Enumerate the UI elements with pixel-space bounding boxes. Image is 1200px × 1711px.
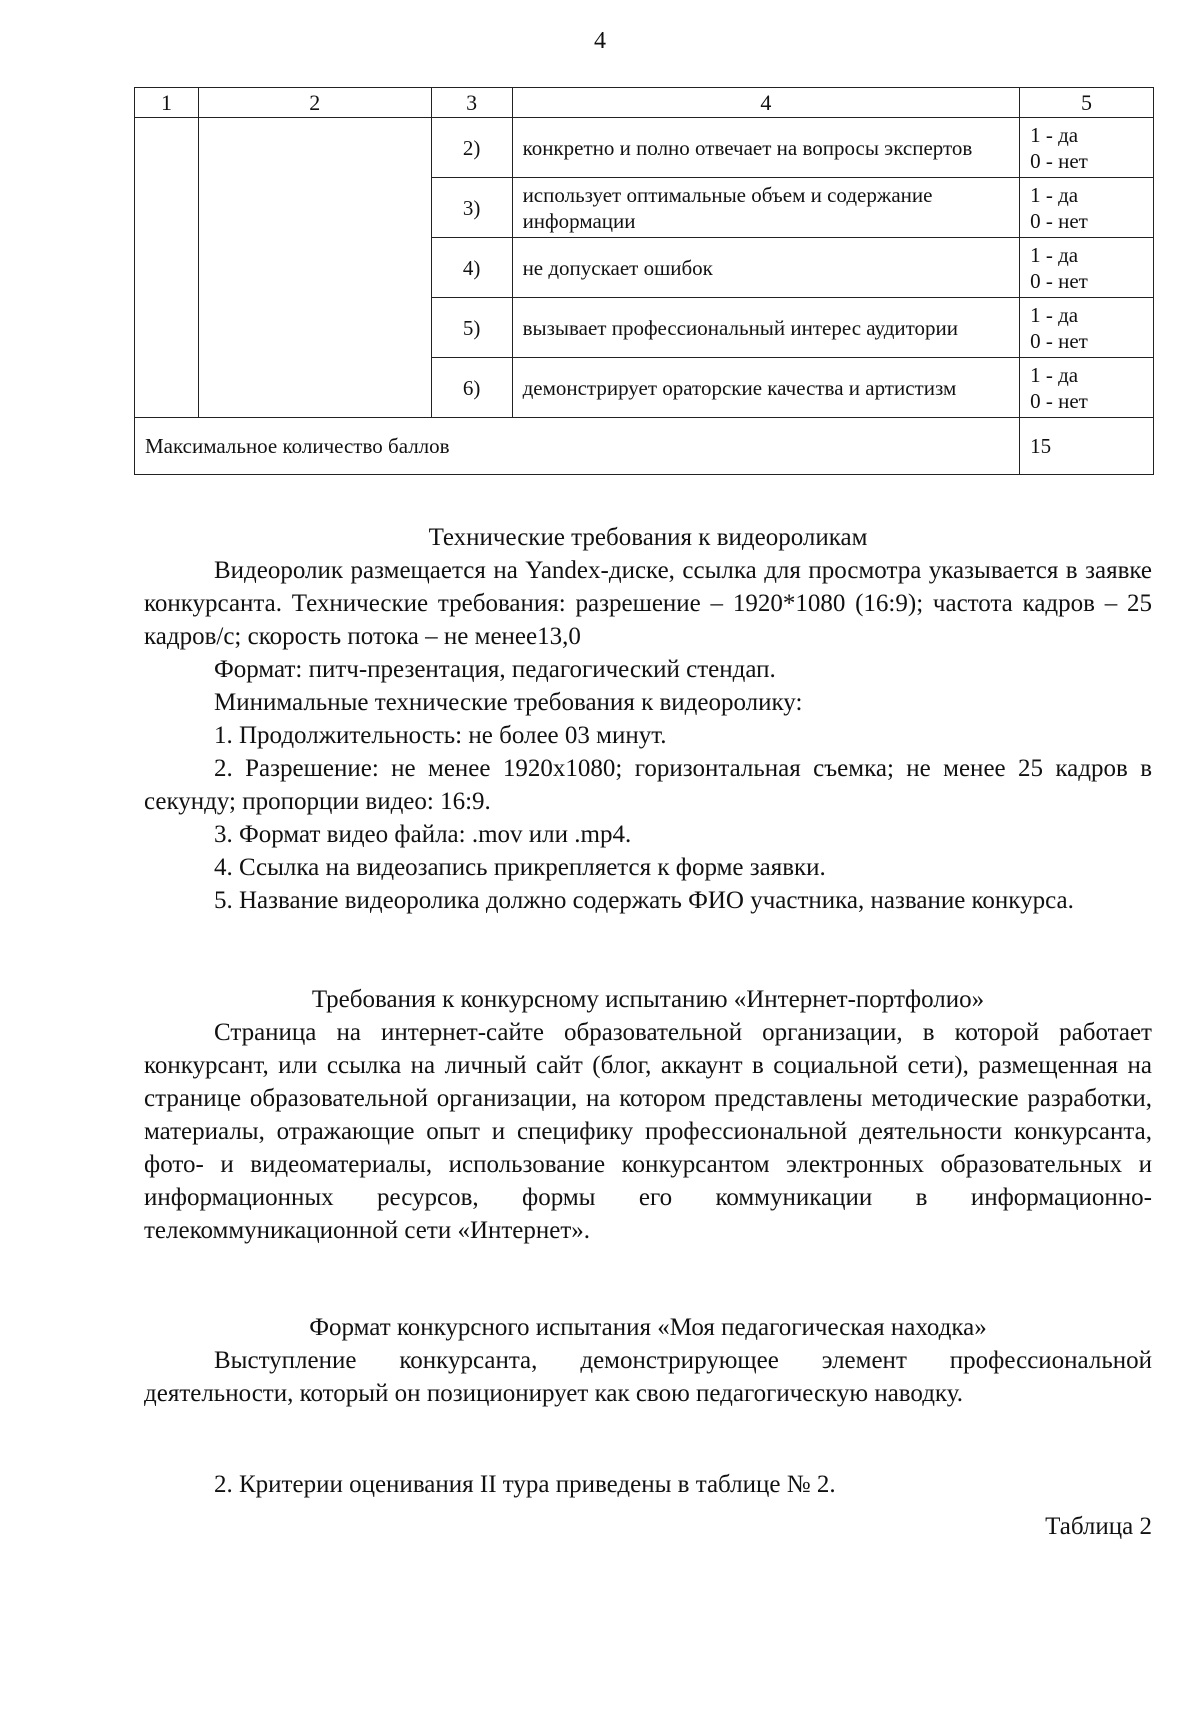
criterion-score: 1 - да 0 - нет	[1020, 358, 1154, 418]
finding-heading: Формат конкурсного испытания «Моя педагогическая находка»	[309, 1314, 987, 1341]
total-label: Максимальное количество баллов	[135, 418, 1020, 475]
header-cell: 3	[431, 88, 512, 118]
criterion-score: 1 - да 0 - нет	[1020, 298, 1154, 358]
table-label: Таблица 2	[1045, 1513, 1152, 1540]
criterion-text: конкретно и полно отвечает на вопросы экспертов	[512, 118, 1020, 178]
header-cell: 4	[512, 88, 1020, 118]
criterion-number: 6)	[431, 358, 512, 418]
criterion-text: использует оптимальные объем и содержание информации	[512, 178, 1020, 238]
portfolio-section	[144, 983, 1152, 1247]
total-row	[135, 418, 1154, 475]
criteria-note-section	[144, 1468, 1152, 1543]
portfolio-heading: Требования к конкурсному испытанию «Интернет-портфолио»	[311, 986, 985, 1013]
video-min-requirements: Минимальные технические требования к видеоролику:	[214, 689, 803, 716]
finding-section	[144, 1311, 1152, 1410]
table-row	[135, 118, 1154, 178]
criteria-table	[134, 87, 1154, 475]
portfolio-text: Страница на интернет-сайте образовательной организации, в которой работает конкурсант, или ссылка на личный сайт (блог, аккаунт в социальной сети), размещенная на странице образовательной организации, на котором представлены методические разработки, материалы, отражающие опыт и специфику профессиональной деятельности конкурсанта, фото- и видеоматериалы, использование конкурсантом электронных образовательных и информационных ресурсов, формы его коммуникации в информационно-телекоммуникационной сети «Интернет».	[144, 1019, 1152, 1244]
header-cell: 2	[198, 88, 431, 118]
empty-cell	[198, 118, 431, 418]
list-item: 2. Разрешение: не менее 1920x1080; горизонтальная съемка; не менее 25 кадров в секунду; пропорции видео: 16:9.	[144, 755, 1152, 815]
criterion-number: 2)	[431, 118, 512, 178]
criterion-score: 1 - да 0 - нет	[1020, 118, 1154, 178]
criterion-score: 1 - да 0 - нет	[1020, 178, 1154, 238]
criterion-number: 5)	[431, 298, 512, 358]
criterion-number: 3)	[431, 178, 512, 238]
total-value: 15	[1020, 418, 1154, 475]
table-header-row	[135, 88, 1154, 118]
criterion-text: демонстрирует ораторские качества и артистизм	[512, 358, 1020, 418]
criterion-score: 1 - да 0 - нет	[1020, 238, 1154, 298]
video-format: Формат: питч-презентация, педагогический стендап.	[214, 656, 776, 683]
video-intro: Видеоролик размещается на Yandex-диске, ссылка для просмотра указывается в заявке конкурсанта. Технические требования: разрешение – 1920*1080 (16:9); частота кадров – 25 кадров/с; скорость потока – не менее13,0	[144, 557, 1152, 650]
page-number: 4	[594, 28, 606, 54]
criterion-number: 4)	[431, 238, 512, 298]
list-item: 5. Название видеоролика должно содержать ФИО участника, название конкурса.	[214, 887, 1074, 914]
list-item: 3. Формат видео файла: .mov или .mp4.	[214, 821, 632, 848]
video-heading: Технические требования к видеороликам	[428, 524, 868, 551]
list-item: 4. Ссылка на видеозапись прикрепляется к форме заявки.	[214, 854, 826, 881]
criterion-text: вызывает профессиональный интерес аудитории	[512, 298, 1020, 358]
header-cell: 5	[1020, 88, 1154, 118]
header-cell: 1	[135, 88, 199, 118]
criteria-note: 2. Критерии оценивания II тура приведены в таблице № 2.	[214, 1471, 836, 1498]
criterion-text: не допускает ошибок	[512, 238, 1020, 298]
video-requirements-section	[144, 521, 1152, 917]
empty-cell	[135, 118, 199, 418]
list-item: 1. Продолжительность: не более 03 минут.	[214, 722, 667, 749]
finding-text: Выступление конкурсанта, демонстрирующее элемент профессиональной деятельности, который он позиционирует как свою педагогическую наводку.	[144, 1347, 1152, 1407]
